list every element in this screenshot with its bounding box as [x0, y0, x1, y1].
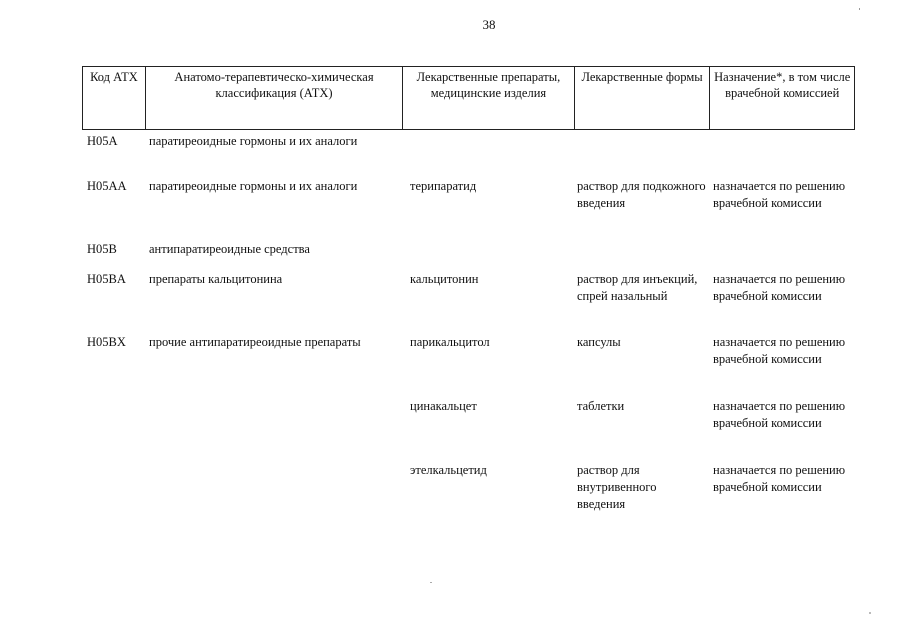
atc-description: препараты кальцитонина	[149, 272, 283, 286]
drug-name: кальцитонин	[410, 272, 479, 286]
drug-name: терипаратид	[410, 179, 477, 193]
drug-name: цинакальцет	[410, 399, 477, 413]
dosage-form: раствор для подкожного введения	[577, 179, 706, 210]
table-header	[82, 66, 855, 130]
atc-code: H05BX	[87, 335, 126, 349]
prescription-note: назначается по решению врачебной комиссии	[713, 399, 846, 430]
header-atc-classification: Анатомо-терапевтическо-химическая классификация (АТХ)	[146, 67, 403, 129]
scan-speck	[859, 8, 860, 10]
atc-code: H05B	[87, 242, 117, 256]
scan-speck	[869, 612, 871, 614]
dosage-form: таблетки	[577, 399, 625, 413]
prescription-note: назначается по решению врачебной комиссии	[713, 335, 846, 366]
prescription-note: назначается по решению врачебной комиссии	[713, 179, 846, 210]
dosage-form: капсулы	[577, 335, 621, 349]
prescription-note: назначается по решению врачебной комиссии	[713, 463, 846, 494]
header-dosage-forms: Лекарственные формы	[575, 67, 711, 129]
atc-description: прочие антипаратиреоидные препараты	[149, 335, 361, 349]
scan-speck	[430, 582, 432, 583]
atc-code: H05A	[87, 134, 118, 148]
drug-name: парикальцитол	[410, 335, 490, 349]
prescription-note: назначается по решению врачебной комиссии	[713, 272, 846, 303]
atc-description: антипаратиреоидные средства	[149, 242, 310, 256]
drug-name: этелкальцетид	[410, 463, 487, 477]
header-prescription: Назначение*, в том числе врачебной комиссией	[714, 70, 851, 100]
atc-description: паратиреоидные гормоны и их аналоги	[149, 179, 358, 193]
dosage-form: раствор для инъекций, спрей назальный	[577, 272, 698, 303]
atc-code: H05AA	[87, 179, 127, 193]
dosage-form: раствор для внутривенного введения	[577, 463, 657, 511]
header-drugs: Лекарственные препараты, медицинские изделия	[403, 67, 575, 129]
page-number: 38	[482, 17, 496, 32]
atc-description: паратиреоидные гормоны и их аналоги	[149, 134, 358, 148]
atc-code: H05BA	[87, 272, 126, 286]
header-code: Код АТХ	[83, 67, 146, 129]
